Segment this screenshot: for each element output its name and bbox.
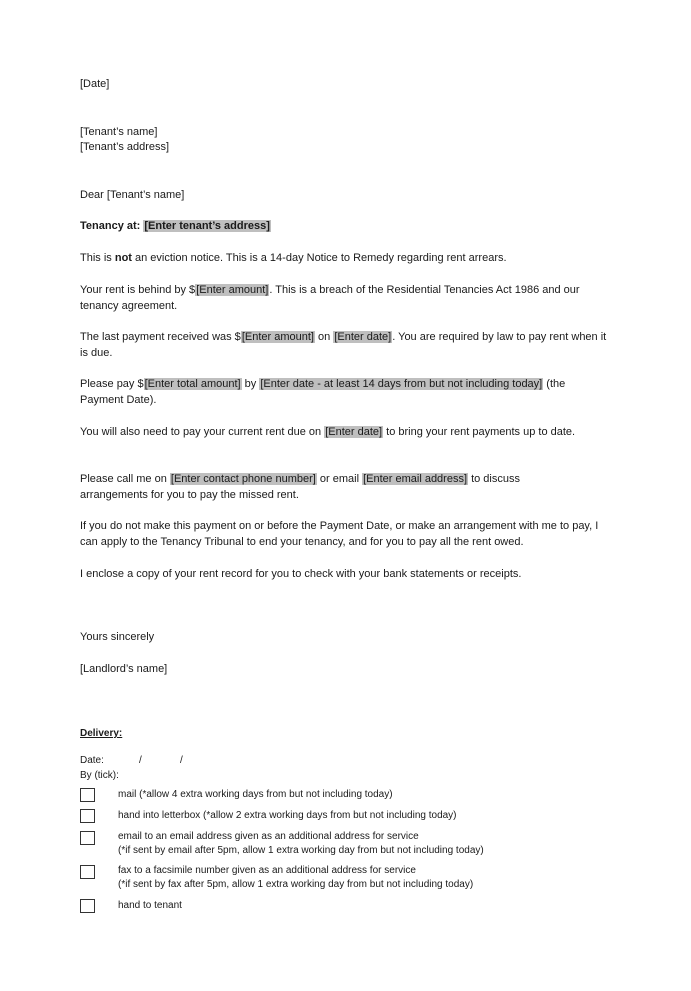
- last-amount-field[interactable]: [Enter amount]: [241, 331, 314, 343]
- delivery-heading: Delivery:: [80, 728, 123, 739]
- tenancy-address-field[interactable]: [Enter tenant’s address]: [144, 220, 270, 232]
- delivery-letterbox-label: hand into letterbox (*allow 2 extra working days from but not including today): [118, 810, 457, 821]
- date-line: [Date]: [80, 78, 110, 90]
- delivery-mail-checkbox[interactable]: [80, 788, 95, 802]
- tenant-address-line: [Tenant’s address]: [80, 141, 170, 153]
- current-text-1: You will also need to pay your current rent due on: [80, 426, 325, 438]
- current-rent-paragraph: [80, 424, 610, 440]
- current-date-field[interactable]: [Enter date]: [325, 426, 383, 438]
- last-text-1: The last payment received was $: [80, 331, 241, 343]
- last-payment-paragraph: [80, 329, 610, 361]
- pay-date-field[interactable]: [Enter date - at least 14 days from but not including today]: [260, 378, 543, 390]
- delivery-fax-note: (*if sent by fax after 5pm, allow 1 extra working day from but not including today): [118, 879, 474, 890]
- last-date-field[interactable]: [Enter date]: [334, 331, 392, 343]
- pay-text-3: (the Payment Date).: [80, 378, 566, 406]
- delivery-email-checkbox[interactable]: [80, 831, 95, 845]
- behind-text-2: . This is a breach of the Residential Tenancies Act 1986 and our tenancy agreement.: [80, 284, 580, 312]
- tenancy-line: [80, 218, 271, 234]
- tribunal-paragraph: If you do not make this payment on or before the Payment Date, or make an arrangement with me to pay, I can apply to the Tenancy Tribunal to end your tenancy, and for you to pay all the rent owed.: [80, 520, 599, 548]
- contact-phone-field[interactable]: [Enter contact phone number]: [170, 473, 316, 485]
- delivery-date-slash-1: /: [139, 755, 142, 766]
- last-text-2: on: [314, 331, 334, 343]
- notice-text-2: an eviction notice. This is a 14-day Notice to Remedy regarding rent arrears.: [131, 252, 507, 264]
- delivery-date-slash-2: /: [180, 755, 183, 766]
- please-pay-paragraph: [80, 376, 610, 408]
- notice-text-1: This is: [80, 252, 115, 264]
- delivery-email-label: email to an email address given as an additional address for service: [118, 831, 419, 842]
- landlord-name-line: [Landlord’s name]: [80, 663, 168, 675]
- delivery-email-note: (*if sent by email after 5pm, allow 1 extra working day from but not including today): [118, 845, 484, 856]
- delivery-hand-label: hand to tenant: [118, 900, 182, 911]
- current-text-2: to bring your rent payments up to date.: [383, 426, 576, 438]
- delivery-by-label: By (tick):: [80, 770, 119, 781]
- contact-email-field[interactable]: [Enter email address]: [363, 473, 468, 485]
- call-text-2: or email: [316, 473, 363, 485]
- tenant-name-line: [Tenant’s name]: [80, 126, 158, 138]
- call-text-3: to discuss arrangements for you to pay the missed rent.: [80, 473, 520, 501]
- pay-text-1: Please pay $: [80, 378, 144, 390]
- closing-line: Yours sincerely: [80, 631, 155, 643]
- pay-text-2: by: [241, 378, 260, 390]
- behind-amount-field[interactable]: [Enter amount]: [196, 284, 269, 296]
- last-text-3: . You are required by law to pay rent when it is due.: [80, 331, 607, 359]
- delivery-letterbox-checkbox[interactable]: [80, 809, 95, 823]
- contact-paragraph: [80, 471, 580, 503]
- notice-paragraph: [80, 250, 610, 266]
- delivery-fax-checkbox[interactable]: [80, 865, 95, 879]
- enclose-paragraph: I enclose a copy of your rent record for you to check with your bank statements or receipts.: [80, 568, 522, 580]
- delivery-fax-label: fax to a facsimile number given as an additional address for service: [118, 865, 416, 876]
- salutation: Dear [Tenant’s name]: [80, 189, 185, 201]
- pay-total-amount-field[interactable]: [Enter total amount]: [144, 378, 241, 390]
- behind-text-1: Your rent is behind by $: [80, 284, 196, 296]
- notice-bold-not: not: [114, 252, 132, 264]
- call-text-1: Please call me on: [80, 473, 170, 485]
- rent-behind-paragraph: [80, 282, 605, 314]
- delivery-hand-checkbox[interactable]: [80, 899, 95, 913]
- tenancy-label: Tenancy at:: [80, 220, 141, 232]
- delivery-date-label: Date:: [80, 755, 104, 766]
- delivery-mail-label: mail (*allow 4 extra working days from but not including today): [118, 789, 393, 800]
